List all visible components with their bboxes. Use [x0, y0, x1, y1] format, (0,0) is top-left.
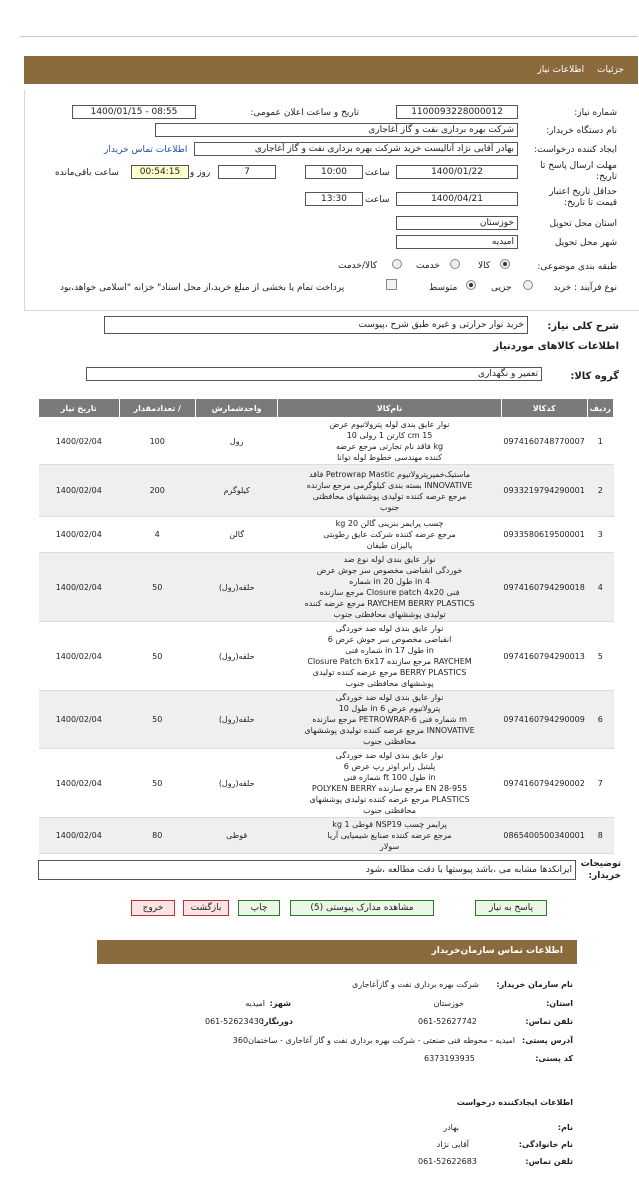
contact-city: امیدیه: [245, 999, 265, 1008]
process-medium-radio[interactable]: [466, 280, 476, 290]
index-cell: 1: [587, 418, 613, 465]
category-goods-label: کالا: [478, 261, 491, 271]
deadline-time-label: ساعت: [365, 168, 390, 178]
index-cell: 8: [587, 818, 613, 854]
category-service-label: خدمت: [416, 261, 440, 271]
print-button[interactable]: چاپ: [238, 900, 280, 916]
item-name-line: چسب پرایمر بنزینی گالن 20 kg: [335, 519, 444, 528]
unit-cell: حلقه(رول): [195, 622, 277, 691]
quantity-cell: 100: [119, 418, 195, 465]
contact-province-label: استان:: [546, 999, 573, 1008]
requester-label: ایجاد کننده درخواست:: [534, 145, 617, 155]
item-name-line: in طول 100 ft شماره فنی: [343, 773, 436, 782]
contact-city-label: شهر:: [269, 999, 291, 1008]
item-name-line: نوار عایق بندی لوله نوع ضد: [343, 555, 436, 564]
category-goods-service-label: کالا/خدمت: [338, 261, 378, 271]
contact-province: خوزستان: [433, 999, 464, 1008]
quantity-cell: 50: [119, 749, 195, 818]
creator-name-label: نام:: [557, 1123, 573, 1132]
table-row: [39, 691, 614, 749]
contact-org: شرکت بهره برداری نفت و گازآغاجاری: [351, 980, 479, 989]
contact-section-title: اطلاعات تماس سازمان‌خریدار: [431, 946, 563, 956]
buyer-notes-field: ایرانکدها مشابه می ،باشد پیوستها با دقت مطالعه ،شود: [38, 860, 576, 880]
creator-name: بهادر: [443, 1123, 459, 1132]
creator-family-label: نام خانوادگی:: [518, 1140, 573, 1149]
province-field: خوزستان: [396, 216, 518, 230]
deadline-label: مهلت ارسال پاسخ تا تاریخ:: [540, 161, 617, 182]
item-name-line: پالیزان طیفان: [366, 541, 413, 550]
city-label: شهر محل تحویل: [554, 238, 617, 248]
name-cell: [278, 818, 501, 854]
item-name-line: نوار عایق بندی لوله ضد خوردگی: [335, 693, 444, 702]
col-header-quantity: / تعداد‌مقدار: [119, 399, 195, 418]
min-validity-label: حداقل تاریخ اعتبار قیمت تا تاریخ:: [549, 187, 617, 208]
category-service-radio[interactable]: [450, 259, 460, 269]
unit-cell: حلقه(رول): [195, 553, 277, 622]
item-name-line: RAYCHEM مرجع سازنده Closure Patch 6x17: [307, 657, 472, 666]
item-name-line: PLASTICS مرجع عرضه کننده تولیدی پوششهای: [309, 795, 470, 804]
date-cell: 1400/02/04: [39, 553, 120, 622]
exit-button[interactable]: خروج: [131, 900, 175, 916]
item-name-line: محافظتی جنوب: [363, 737, 416, 746]
validity-date-field: 1400/04/21: [396, 192, 518, 206]
table-row: [39, 465, 614, 517]
item-name-line: محافظتی جنوب: [363, 806, 416, 815]
creator-phone-label: تلفن تماس:: [525, 1157, 573, 1166]
code-cell: 0974160748770007: [501, 418, 587, 465]
index-cell: 3: [587, 517, 613, 553]
name-cell: [278, 465, 501, 517]
unit-cell: گالن: [195, 517, 277, 553]
items-table: [38, 398, 614, 854]
requester-field: بهادر آقایی نژاد آنالیست خرید شرکت بهره برداری نفت و گاز آغاجاری: [194, 142, 518, 156]
contact-fax: 061-52623430: [205, 1017, 264, 1026]
summary-label: شرح کلی نیاز:: [547, 321, 619, 332]
item-name-line: مرجع عرضه کننده صنایع شیمیایی آریا: [327, 831, 452, 840]
table-row: [39, 818, 614, 854]
date-cell: 1400/02/04: [39, 749, 120, 818]
category-goods-service-radio[interactable]: [392, 259, 402, 269]
process-small-label: جزیی: [491, 283, 512, 293]
index-cell: 6: [587, 691, 613, 749]
back-button[interactable]: بازگشت: [183, 900, 229, 916]
item-name-line: پوششهای محافظتی جنوب: [345, 679, 434, 688]
contact-address: امیدیه - محوطه فنی صنعتی - شرکت بهره برداری نفت و گاز آغاجاری - ساختمان360: [232, 1036, 515, 1045]
need-number-label: شماره نیاز:: [574, 108, 617, 118]
item-name-line: نوار عایق بندی لوله ضد خوردگی: [335, 751, 444, 760]
tab-details[interactable]: جزئیات: [597, 65, 624, 75]
code-cell: 0974160794290013: [501, 622, 587, 691]
quantity-cell: 50: [119, 553, 195, 622]
process-type-label: نوع فرآیند : خرید: [553, 283, 617, 293]
contact-phone-label: تلفن تماس:: [525, 1017, 573, 1026]
table-row: [39, 749, 614, 818]
col-header-date: تاریخ نیاز: [39, 399, 120, 418]
quantity-cell: 50: [119, 622, 195, 691]
process-small-radio[interactable]: [523, 280, 533, 290]
buyer-org-field: شرکت بهره برداری نفت و گاز آغاجاری: [155, 123, 518, 137]
date-cell: 1400/02/04: [39, 517, 120, 553]
quantity-cell: 4: [119, 517, 195, 553]
item-name-line: سولار: [379, 842, 400, 851]
payment-checkbox[interactable]: [386, 279, 397, 290]
item-name-line: پرایمر چسب NSP19 قوطی 1 kg: [332, 820, 447, 829]
contact-fax-label: دورنگار:: [260, 1017, 293, 1026]
item-name-line: پترولاتیوم عرض 6 in طول 10: [338, 704, 441, 713]
col-header-unit: واحدشمارش: [195, 399, 277, 418]
quantity-cell: 200: [119, 465, 195, 517]
announce-date-field: 1400/01/15 - 08:55: [72, 105, 196, 119]
code-cell: 0974160794290009: [501, 691, 587, 749]
item-name-line: مرجع عرضه کننده شرکت عایق رطوبتی: [323, 530, 456, 539]
item-name-line: خوردگی انقباضی مخصوص سر جوش عرض: [316, 566, 463, 575]
item-name-line: m شماره فنی PETROWRAP-6 مرجع سازنده: [312, 715, 467, 724]
validity-time-field: 13:30: [305, 192, 363, 206]
code-cell: 0933580619500001: [501, 517, 587, 553]
item-name-line: پلیتیل رابر اوتر رپ عرض 6: [343, 762, 436, 771]
unit-cell: قوطی: [195, 818, 277, 854]
validity-time-label: ساعت: [365, 195, 390, 205]
header-bar: [24, 56, 638, 84]
deadline-date-field: 1400/01/22: [396, 165, 518, 179]
item-name-line: جنوب: [380, 502, 400, 512]
index-cell: 5: [587, 622, 613, 691]
item-name-line: کننده مهندسی خطوط لوله توانا: [337, 453, 442, 462]
days-field: 7: [218, 165, 276, 179]
col-header-index: ردیف: [587, 399, 613, 418]
payment-note: پرداخت تمام یا بخشی از مبلغ خرید،از محل اسناد" خزانه "اسلامی خواهد،بود: [60, 283, 345, 293]
item-name-line: kg فاقد نام تجارتی مرجع عرضه: [336, 442, 444, 451]
item-name-line: نوار عایق بندی لوله ضد خوردگی: [335, 624, 444, 633]
table-header-row: [39, 399, 614, 418]
name-cell: [278, 517, 501, 553]
unit-cell: حلقه(رول): [195, 691, 277, 749]
buyer-org-label: نام دستگاه خریدار:: [546, 126, 617, 136]
contact-postal-label: کد پستی:: [535, 1054, 573, 1063]
item-name-line: انقباضی مخصوص سر جوش عرض 6: [327, 635, 452, 644]
col-header-code: کدکالا: [501, 399, 587, 418]
name-cell: [278, 553, 501, 622]
name-cell: [278, 418, 501, 465]
unit-cell: حلقه(رول): [195, 749, 277, 818]
index-cell: 7: [587, 749, 613, 818]
need-number-field: 1100093228000012: [396, 105, 518, 119]
item-name-line: INNOVATIVE بسته بندی کیلوگرمی مرجع سازنده: [306, 480, 473, 490]
attachments-button[interactable]: مشاهده مدارک پیوستی (5): [290, 900, 434, 916]
item-name-line: فنی Closure patch 4x20 مرجع سازنده: [319, 588, 460, 597]
goods-group-field: تعمیر و نگهداری: [86, 367, 542, 381]
deadline-time-field: 10:00: [305, 165, 363, 179]
table-row: [39, 418, 614, 465]
date-cell: 1400/02/04: [39, 622, 120, 691]
process-medium-label: متوسط: [429, 283, 458, 293]
item-name-line: تولیدی پوششهای محافظتی جنوب: [333, 610, 446, 619]
col-header-name: نام‌کالا: [278, 399, 501, 418]
contact-postal: 6373193935: [424, 1054, 475, 1063]
table-row: [39, 553, 614, 622]
item-name-line: مرجع عرضه کننده تولیدی پوششهای محافظتی: [312, 491, 467, 501]
buyer-notes-label: توضیحات خریدار:: [580, 859, 621, 881]
item-name-line: نوار عایق بندی لوله پترولاتیوم عرض: [329, 420, 450, 429]
item-name-line: INNOVATIVE مرجع عرضه کننده تولیدی پوششهای: [304, 726, 475, 735]
contact-address-label: آدرس پستی:: [522, 1036, 573, 1045]
quantity-cell: 80: [119, 818, 195, 854]
item-name-line: ماستیک‌خمیر‌پترولاتیوم Petrowrap Mastic فاقد: [309, 469, 471, 479]
date-cell: 1400/02/04: [39, 465, 120, 517]
creator-phone: 061-52622683: [418, 1157, 477, 1166]
goods-group-label: گروه کالا:: [570, 371, 619, 382]
tab-need-info[interactable]: اطلاعات نیاز: [537, 65, 585, 75]
table-row: [39, 622, 614, 691]
contact-section-header: [97, 940, 577, 964]
item-name-line: 4 in طول 20 in شماره: [349, 577, 430, 586]
creator-family: آقایی نژاد: [436, 1140, 469, 1149]
item-name-line: in طول 17 in شماره فنی: [345, 646, 434, 655]
item-name-line: RAYCHEM BERRY PLASTICS مرجع عرضه کننده: [304, 599, 475, 608]
code-cell: 0974160794290002: [501, 749, 587, 818]
goods-info-title: اطلاعات کالاهای موردنیاز: [493, 341, 619, 352]
item-name-line: BERRY PLASTICS مرجع عرضه کننده تولیدی: [312, 668, 467, 677]
code-cell: 0933219794290001: [501, 465, 587, 517]
contact-phone: 061-52627742: [418, 1017, 477, 1026]
date-cell: 1400/02/04: [39, 691, 120, 749]
index-cell: 4: [587, 553, 613, 622]
city-field: امیدیه: [396, 235, 518, 249]
name-cell: [278, 691, 501, 749]
code-cell: 0865400500340001: [501, 818, 587, 854]
name-cell: [278, 749, 501, 818]
date-cell: 1400/02/04: [39, 818, 120, 854]
index-cell: 2: [587, 465, 613, 517]
reply-button[interactable]: پاسخ به نیاز: [475, 900, 547, 916]
unit-cell: کیلوگرم: [195, 465, 277, 517]
category-label: طبقه بندی موضوعی:: [537, 262, 617, 272]
summary-field: خرید نوار حرارتی و غیره طبق شرح ،پیوست: [104, 316, 528, 334]
quantity-cell: 50: [119, 691, 195, 749]
contact-org-label: نام سازمان خریدار:: [496, 980, 573, 989]
top-divider: [20, 36, 638, 37]
table-row: [39, 517, 614, 553]
remaining-time-field: 00:54:15: [131, 165, 189, 179]
province-label: استان محل تحویل: [549, 219, 617, 229]
item-name-line: 15 cm کارتن 1 رولی 10: [346, 431, 433, 440]
name-cell: [278, 622, 501, 691]
date-cell: 1400/02/04: [39, 418, 120, 465]
category-goods-radio[interactable]: [500, 259, 510, 269]
days-label: روز و: [190, 168, 211, 178]
creator-section-title: اطلاعات ایجادکننده درخواست: [456, 1098, 573, 1107]
code-cell: 0974160794290018: [501, 553, 587, 622]
remaining-label: ساعت باقی‌مانده: [55, 168, 119, 178]
unit-cell: رول: [195, 418, 277, 465]
buyer-contact-link[interactable]: اطلاعات تماس خریدار: [104, 145, 188, 155]
announce-date-label: تاریخ و ساعت اعلان عمومی:: [250, 108, 359, 118]
item-name-line: EN 28-955 مرجع سازنده POLYKEN BERRY: [311, 784, 468, 793]
